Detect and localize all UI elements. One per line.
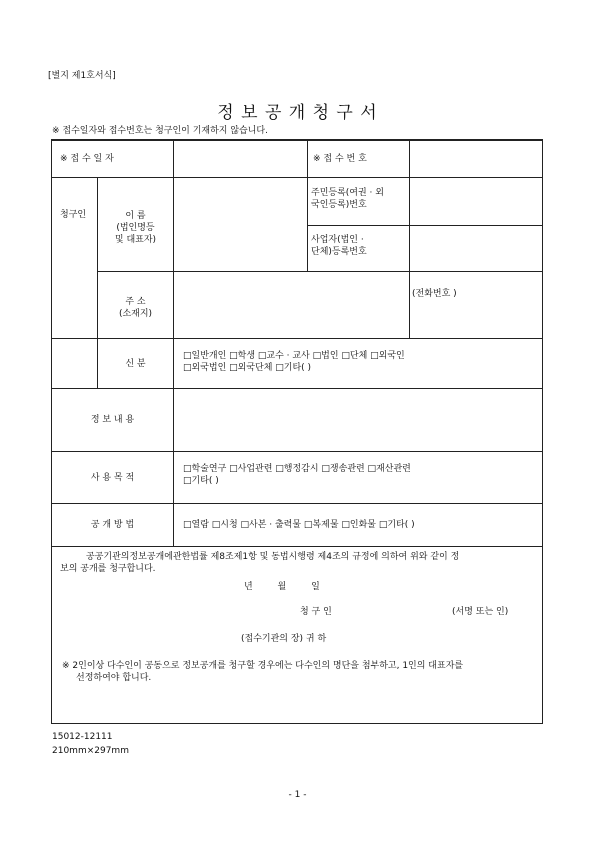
receipt-date-label: ※ 접 수 일 자 [60,154,114,164]
date-line: 년 월 일 [244,582,320,592]
receipt-date-field[interactable] [175,142,306,176]
name-label: 이 름 (법인명등 및 대표자) [114,211,157,246]
note-bottom: ※ 2인이상 다수인이 공동으로 정보공개를 청구할 경우에는 다수인의 명단을 첨부하고, 1인의 대표자를 선정하여야 합니다. [62,661,464,684]
receipt-number-label: ※ 접 수 번 호 [313,154,367,164]
info-content-label: 정 보 내 용 [90,415,135,425]
note-top: ※ 접수일자와 접수번호는 청구인이 기재하지 않습니다. [52,126,268,136]
status-options[interactable]: □일반개인 □학생 □교수 · 교사 □법인 □단체 □외국인 □외국법인 □외국단체 □기타( ) [183,351,405,374]
purpose-label: 사 용 목 적 [90,473,135,483]
phone-label[interactable]: (전화번호 ) [412,289,457,299]
receipt-number-field[interactable] [411,142,541,176]
method-options[interactable]: □열람 □시청 □사본 · 출력물 □복제물 □인화물 □기타( ) [183,520,415,530]
page-number: - 1 - [288,790,307,800]
name-field[interactable] [175,179,306,270]
resident-number-field[interactable] [411,179,541,224]
statement: 공공기관의정보공개에관한법률 제8조제1항 및 동법시행령 제4조의 규정에 의하여 위와 같이 정 보의 공개를 청구합니다. [60,552,460,575]
address-field[interactable] [175,273,408,337]
requester-label: 청구인 [60,210,87,220]
paper-size: 210mm×297mm [52,746,129,756]
recipient: (접수기관의 장) 귀 하 [241,634,327,644]
page-title: 정 보 공 개 청 구 서 [217,103,378,123]
resident-number-label: 주민등록(여권 · 외 국인등록)번호 [311,188,384,211]
form-code: 15012-12111 [52,732,113,742]
purpose-options[interactable]: □학술연구 □사업관련 □행정감시 □쟁송관련 □재산관련 □기타( ) [183,464,411,487]
business-number-field[interactable] [411,227,541,270]
info-content-field[interactable] [175,390,541,450]
method-label: 공 개 방 법 [90,520,135,530]
address-label: 주 소 (소재지) [118,297,153,320]
status-label: 신 분 [125,359,146,369]
requester-sign-label: 청 구 인 [300,607,332,617]
sign-note: (서명 또는 인) [452,607,509,617]
form-id: [별지 제1호서식] [48,71,116,81]
business-number-label: 사업자(법인 · 단체)등록번호 [311,235,367,258]
